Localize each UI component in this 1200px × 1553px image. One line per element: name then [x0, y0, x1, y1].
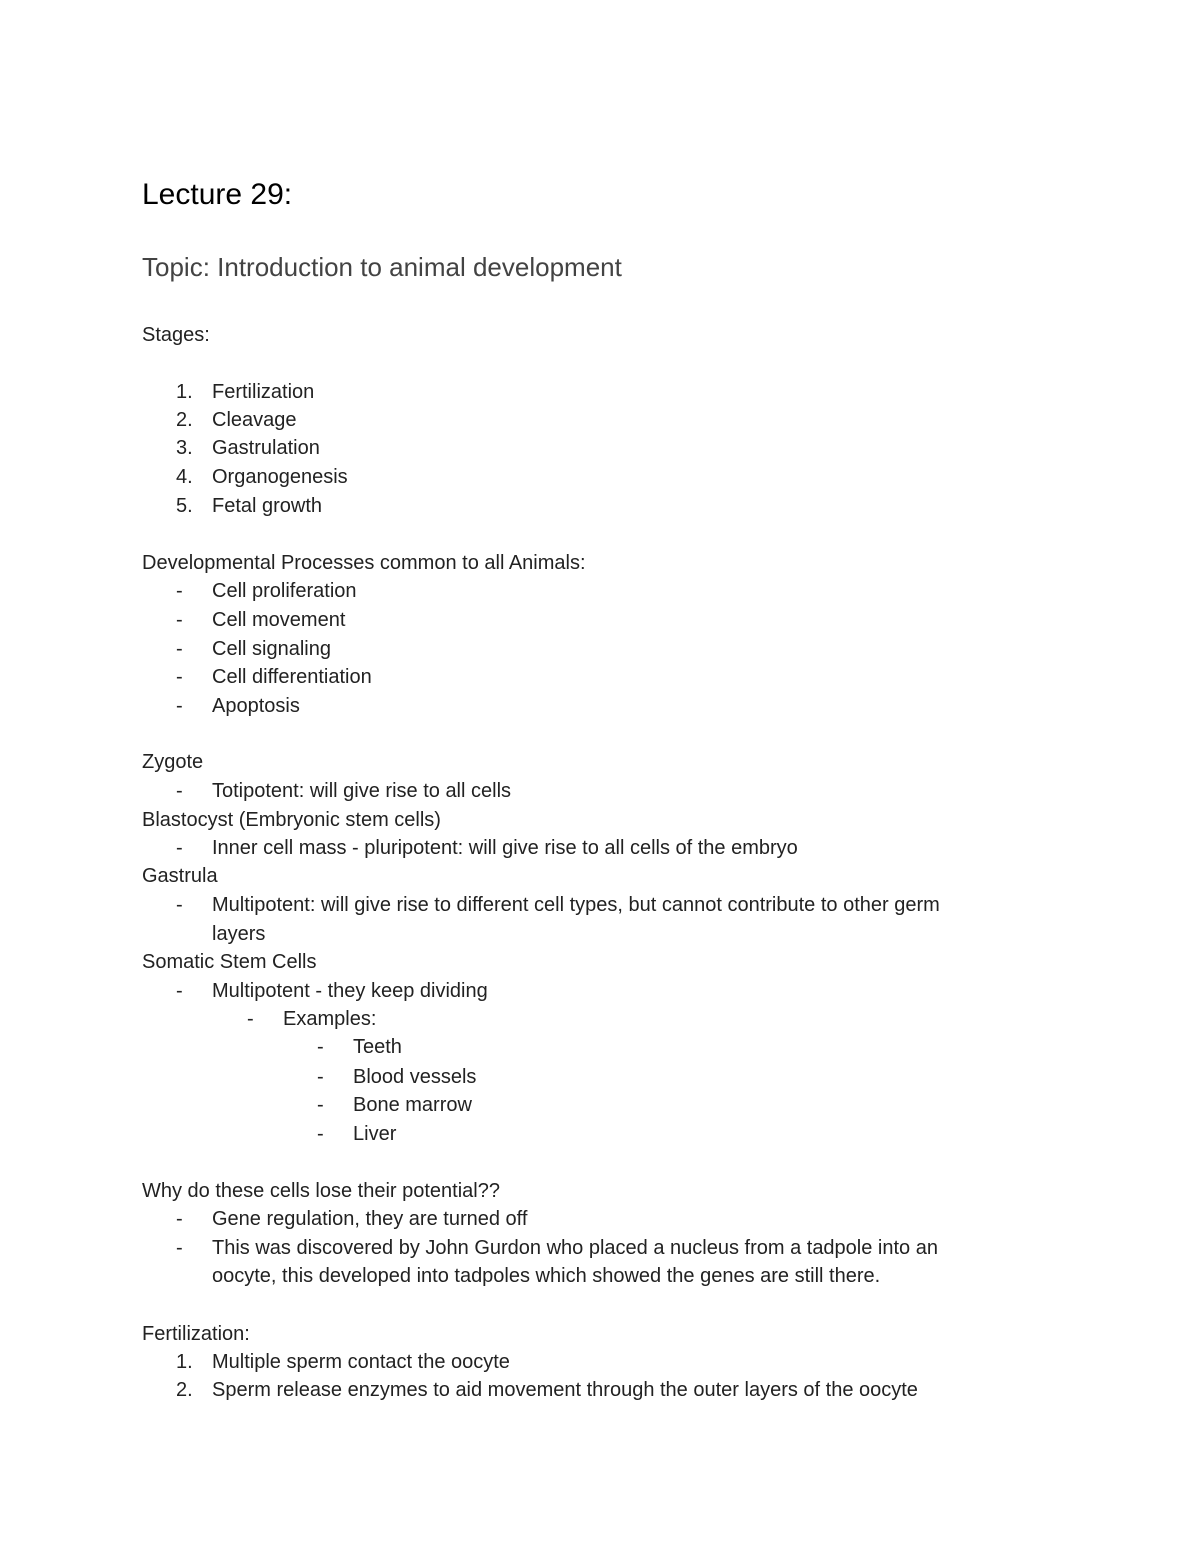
gastrula-item-line2: layers: [212, 923, 266, 945]
stage-item: Gastrulation: [212, 437, 320, 459]
bullet-dash: -: [176, 980, 183, 1002]
example-item: Teeth: [353, 1036, 402, 1058]
list-number: 1.: [176, 381, 193, 403]
example-item: Blood vessels: [353, 1066, 477, 1088]
zygote-item: Totipotent: will give rise to all cells: [212, 780, 512, 802]
why-item-line1: This was discovered by John Gurdon who placed a nucleus from a tadpole into an: [212, 1237, 938, 1259]
somatic-item: Multipotent - they keep dividing: [212, 980, 488, 1002]
bullet-dash: -: [176, 1237, 183, 1259]
stages-heading: Stages:: [142, 324, 210, 346]
process-item: Apoptosis: [212, 695, 300, 717]
example-item: Liver: [353, 1123, 397, 1145]
blastocyst-item: Inner cell mass - pluripotent: will give rise to all cells of the embryo: [212, 837, 798, 859]
process-item: Cell signaling: [212, 638, 331, 660]
bullet-dash: -: [176, 580, 183, 602]
examples-label: Examples:: [283, 1008, 377, 1030]
process-item: Cell proliferation: [212, 580, 357, 602]
example-item: Bone marrow: [353, 1094, 472, 1116]
somatic-heading: Somatic Stem Cells: [142, 951, 317, 973]
bullet-dash: -: [176, 1208, 183, 1230]
why-heading: Why do these cells lose their potential??: [142, 1180, 500, 1202]
process-item: Cell differentiation: [212, 666, 372, 688]
bullet-dash: -: [317, 1094, 324, 1116]
stage-item: Fertilization: [212, 381, 315, 403]
bullet-dash: -: [176, 638, 183, 660]
fertilization-heading: Fertilization:: [142, 1323, 250, 1345]
blastocyst-heading: Blastocyst (Embryonic stem cells): [142, 809, 441, 831]
list-number: 2.: [176, 1379, 193, 1401]
gastrula-item-line1: Multipotent: will give rise to different cell types, but cannot contribute to other germ: [212, 894, 940, 916]
bullet-dash: -: [176, 609, 183, 631]
topic-heading: Topic: Introduction to animal development: [142, 252, 622, 282]
bullet-dash: -: [247, 1008, 254, 1030]
list-number: 3.: [176, 437, 193, 459]
list-number: 2.: [176, 409, 193, 431]
bullet-dash: -: [176, 780, 183, 802]
stage-item: Cleavage: [212, 409, 297, 431]
bullet-dash: -: [176, 695, 183, 717]
processes-heading: Developmental Processes common to all Animals:: [142, 552, 586, 574]
why-item-line2: oocyte, this developed into tadpoles which showed the genes are still there.: [212, 1265, 881, 1287]
process-item: Cell movement: [212, 609, 346, 631]
bullet-dash: -: [176, 894, 183, 916]
bullet-dash: -: [317, 1036, 324, 1058]
fertilization-step: Multiple sperm contact the oocyte: [212, 1351, 510, 1373]
why-item: Gene regulation, they are turned off: [212, 1208, 528, 1230]
fertilization-step: Sperm release enzymes to aid movement through the outer layers of the oocyte: [212, 1379, 918, 1401]
bullet-dash: -: [176, 837, 183, 859]
bullet-dash: -: [317, 1066, 324, 1088]
list-number: 4.: [176, 466, 193, 488]
gastrula-heading: Gastrula: [142, 865, 218, 887]
bullet-dash: -: [176, 666, 183, 688]
lecture-title: Lecture 29:: [142, 178, 293, 211]
stage-item: Organogenesis: [212, 466, 348, 488]
zygote-heading: Zygote: [142, 751, 204, 773]
stage-item: Fetal growth: [212, 495, 323, 517]
list-number: 5.: [176, 495, 193, 517]
list-number: 1.: [176, 1351, 193, 1373]
bullet-dash: -: [317, 1123, 324, 1145]
